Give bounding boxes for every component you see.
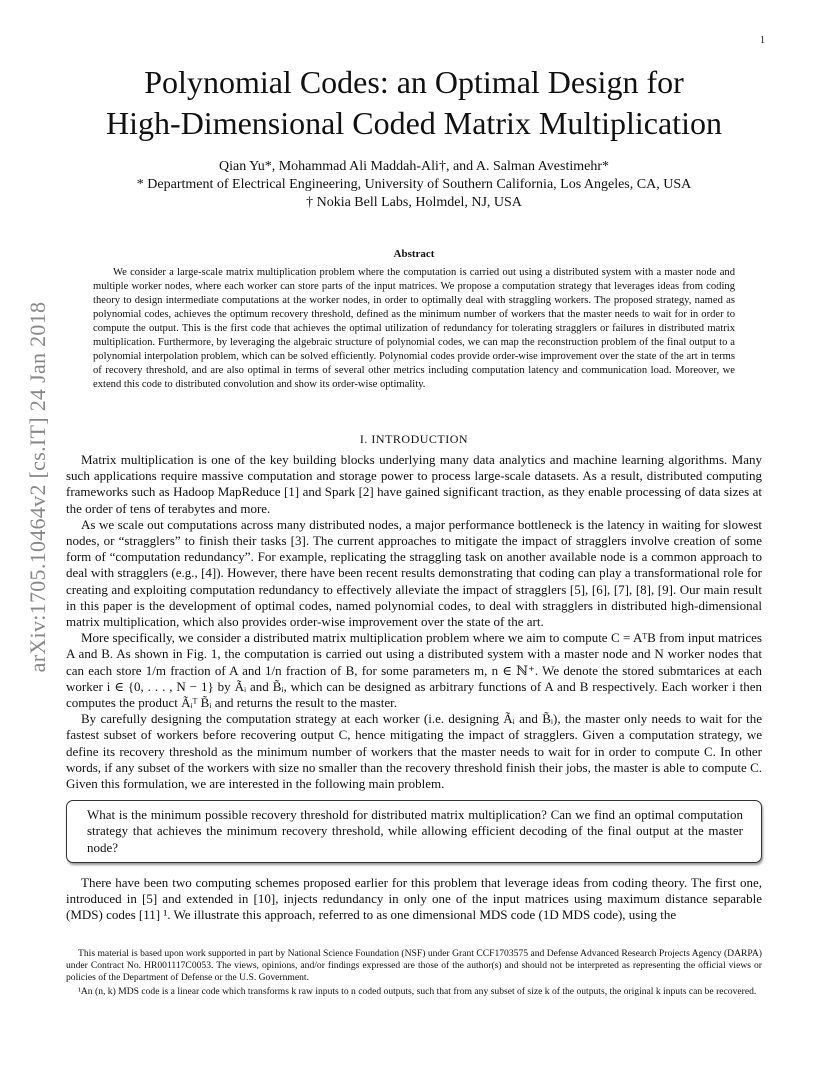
footnote-mds: ¹An (n, k) MDS code is a linear code which transforms k raw inputs to n coded outputs, such that from any subset of size k of the outputs, the original k inputs can be recovered. bbox=[78, 986, 757, 997]
paragraph: There have been two computing schemes proposed earlier for this problem that leverage ideas from coding theory. The first one, introduced in [5] and extended in [10], injects redundancy in only one of the input matrices using maximum distance separable (MDS) codes [11] ¹. We illustrate this approach, referred to as one dimensional MDS code (1D MDS code), using the bbox=[66, 874, 762, 923]
paragraph: Matrix multiplication is one of the key building blocks underlying many data analytics and machine learning algorithms. Many such applications require massive computation and storage power to process large-scale datasets. As a result, distributed computing frameworks such as Hadoop MapReduce [1] and Spark [2] have gained significant traction, as they enable processing of data sizes at the order of tens of terabytes and more. bbox=[66, 452, 762, 516]
abstract-text: We consider a large-scale matrix multiplication problem where the computation is carried out using a distributed system with a master node and multiple worker nodes, where each worker can store parts of the input matrices. We propose a computation strategy that leverages ideas from coding theory to design intermediate computations at the worker nodes, in order to optimally deal with straggling workers. The proposed strategy, named as polynomial codes, achieves the optimum recovery threshold, defined as the minimum number of workers that the master needs to wait for in order to compute the output. This is the first code that achieves the optimal utilization of redundancy for tolerating stragglers or failures in distributed matrix multiplication. Furthermore, by leveraging the algebraic structure of polynomial codes, we can map the reconstruction problem of the final output to a polynomial interpolation problem, which can be solved efficiently. Polynomial codes provide order-wise improvement over the state of the art in terms of recovery threshold, and are also optimal in terms of several other metrics including computation latency and communication load. Moreover, we extend this code to distributed convolution and show its order-wise optimality. bbox=[93, 267, 735, 390]
title-line-1: Polynomial Codes: an Optimal Design for bbox=[144, 64, 684, 100]
affiliation-usc: * Department of Electrical Engineering, University of Southern California, Los Angeles, CA, USA bbox=[136, 177, 692, 192]
section-heading: I. INTRODUCTION bbox=[359, 432, 469, 446]
paragraph: As we scale out computations across many distributed nodes, a major performance bottleneck is the latency in waiting for slowest nodes, or “stragglers” to finish their tasks [3]. The current approaches to mitigate the impact of stragglers involve creation of some form of “computation redundancy”. For example, replicating the straggling task on another available node is a common approach to deal with stragglers (e.g., [4]). However, there have been recent results demonstrating that coding can play a transformational role for creating and exploiting computation redundancy to effectively alleviate the impact of stragglers [5], [6], [7], [8], [9]. Our main result in this paper is the development of optimal codes, named polynomial codes, to deal with stragglers in distributed high-dimensional matrix multiplication, which also provides order-wise improvement over the state of the art. bbox=[66, 516, 762, 630]
paragraph: More specifically, we consider a distributed matrix multiplication problem where we aim to compute C = AᵀB from input matrices A and B. As shown in Fig. 1, the computation is carried out using a distributed system with a master node and N worker nodes that can each store 1/m fraction of A and 1/n fraction of B, for some parameters m, n ∈ ℕ⁺. We denote the stored submtarices at each worker i ∈ {0, . . . , N − 1} by Ãᵢ and B̃ᵢ, which can be designed as arbitrary functions of A and B respectively. Each worker i then computes the product Ãᵢᵀ B̃ᵢ and returns the result to the master. bbox=[66, 630, 762, 711]
author-block bbox=[60, 158, 768, 212]
paper-title bbox=[60, 62, 768, 144]
funding-footnote: This material is based upon work supported in part by National Science Foundation (NSF) under Grant CCF1703575 and Defense Advanced Research Projects Agency (DARPA) under Contract No. HR001117C0053. The views, opinions, and/or findings expressed are those of the author(s) and should not be interpreted as representing the official views or policies of the Department of Defense or the U.S. Government. bbox=[66, 948, 762, 983]
author-names: Qian Yu*, Mohammad Ali Maddah-Ali†, and A. Salman Avestimehr* bbox=[218, 159, 609, 174]
abstract bbox=[93, 247, 735, 392]
problem-box bbox=[66, 800, 762, 863]
arxiv-stamp-text: arXiv:1705.10464v2 [cs.IT] 24 Jan 2018 bbox=[25, 301, 50, 673]
problem-statement: What is the minimum possible recovery threshold for distributed matrix multiplication? Can we find an optimal computation strategy that achieves the minimum recovery threshold, while allowing efficient decoding of the final output at the master node? bbox=[87, 807, 743, 855]
abstract-heading: Abstract bbox=[393, 248, 435, 260]
affiliation-nokia: † Nokia Bell Labs, Holmdel, NJ, USA bbox=[306, 195, 522, 210]
page-number: 1 bbox=[760, 35, 765, 46]
paragraph: By carefully designing the computation strategy at each worker (i.e. designing Ãᵢ and B̃ᵢ), the master only needs to wait for the fastest subset of workers before recovering output C, hence mitigating the impact of stragglers. Given a computation strategy, we define its recovery threshold as the minimum number of workers that the master needs to wait for in order to compute C. In other words, if any subset of the workers with size no smaller than the recovery threshold finish their jobs, the master is able to compute C. Given this formulation, we are interested in the following main problem. bbox=[66, 711, 762, 792]
footnotes bbox=[66, 948, 762, 1000]
body-text bbox=[66, 452, 762, 923]
title-line-2: High-Dimensional Coded Matrix Multiplication bbox=[106, 105, 722, 141]
